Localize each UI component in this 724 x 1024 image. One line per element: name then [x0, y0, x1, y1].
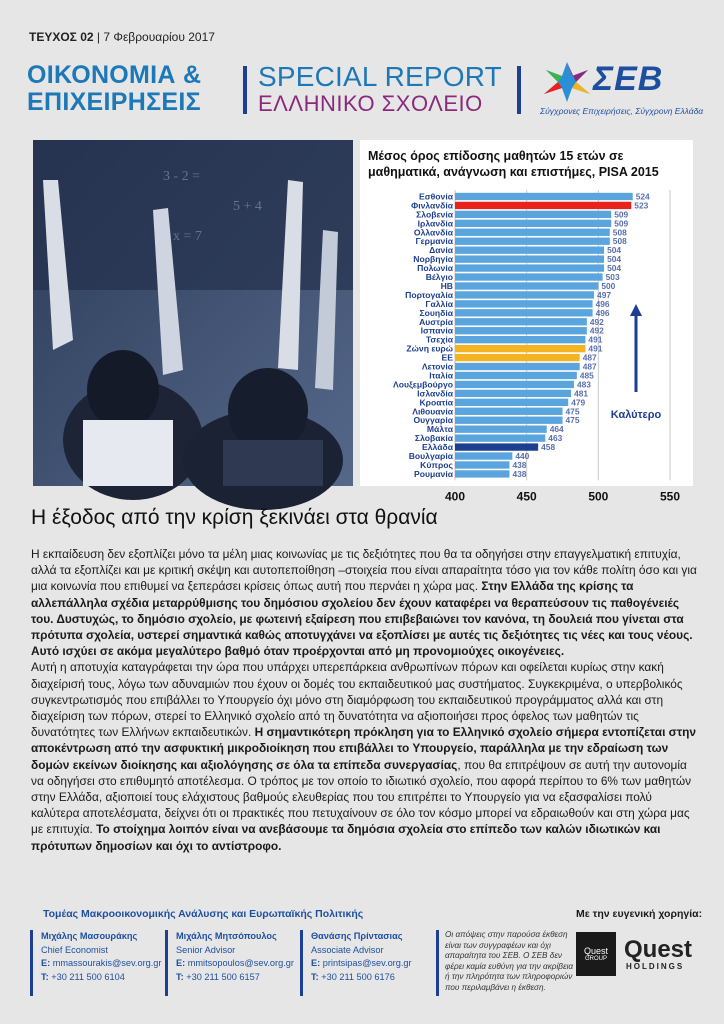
- email-key: E:: [311, 958, 321, 968]
- data-label: 483: [576, 379, 591, 390]
- chart-title: Μέσος όρος επίδοσης μαθητών 15 ετών σε μαθηματικά, ανάγνωση και επιστήμες, PISA 2015: [368, 149, 659, 179]
- category-label: Λουξεμβούργο: [393, 379, 453, 390]
- bar: [455, 372, 577, 379]
- tick-label: 500: [588, 489, 609, 504]
- sev-logo: [540, 58, 704, 122]
- tel-key: T:: [41, 971, 49, 982]
- quest-logo: [576, 930, 694, 978]
- quest-group-box: [576, 932, 616, 976]
- bar: [455, 363, 580, 370]
- category-label: Ζώνη ευρώ: [406, 343, 453, 354]
- paragraph-2-text: Αυτή η αποτυχία καταγράφεται την ώρα που υπάρχει υπερεπάρκεια ανθρωπίνων πόρων και οφείλεται κυρίως στην κακή διαχείρισή τους, λόγω των αδυναμιών που έχουν οι δομές του εκπαιδευτικού μας συστήματος. Συγκεκριμένα, ο υπερβολικός συγκεντρωτισμός που επιβάλλει το Υπουργείο όχι μόνο στη διαμόρφωση του εκπαιδευτικού προγράμματος αλλά και στη διαχείριση των πόρων, στερεί το Ελληνικό σχολείο από τη δυνατότητα να αξιοποιήσει προς όφελος των μαθητών τις δυνατότητες των Ελλήνων εκπαιδευτικών.: [31, 660, 683, 740]
- data-label: 487: [582, 352, 597, 363]
- sev-logo-word: ΣΕΒ: [593, 60, 664, 98]
- disclaimer: Οι απόψεις στην παρούσα έκθεση είναι των συγγραφέων και όχι απαραίτητα του ΣΕΒ. Ο ΣΕΒ δεν φέρει καμία ευθύνη για την ακρίβεια ή την πληρότητα των πληροφοριών που περιλαμβάνει η έκθεση.: [436, 930, 575, 996]
- category-label: Αυστρία: [419, 316, 453, 327]
- paragraph-2-bold-2: Το στοίχημα λοιπόν είναι να ανεβάσουμε τα δημόσια σχολεία στο επίπεδο των καλών ιδιωτικών και πρότυπων δημοσίων και όχι το αντίστροφο.: [31, 822, 661, 853]
- email-key: E:: [176, 958, 186, 968]
- quest-box-sub: GROUP: [584, 956, 607, 962]
- category-label: Ισπανία: [420, 325, 453, 336]
- data-label: 496: [595, 307, 610, 318]
- svg-text:x = 7: x = 7: [173, 229, 202, 244]
- contact-phone: +30 211 500 6157: [186, 971, 260, 982]
- category-label: ΕΕ: [441, 352, 453, 363]
- data-label: 440: [515, 451, 530, 461]
- data-label: 438: [512, 459, 527, 470]
- tel-key: T:: [176, 971, 184, 982]
- contact-role: Senior Advisor: [176, 944, 236, 955]
- bar: [455, 255, 604, 262]
- bar: [455, 461, 509, 468]
- bar: [455, 470, 509, 477]
- svg-text:5 + 4: 5 + 4: [233, 199, 262, 214]
- bar: [455, 336, 585, 343]
- data-label: 475: [565, 406, 580, 417]
- data-label: 504: [607, 263, 622, 274]
- category-label: Δανία: [429, 245, 453, 256]
- paragraph-2: [31, 659, 699, 853]
- category-label: ΗΒ: [440, 280, 453, 291]
- tick-label: 550: [659, 489, 681, 504]
- section-title: [27, 62, 201, 116]
- data-label: 479: [571, 397, 586, 408]
- category-label: Γαλλία: [425, 298, 453, 309]
- better-arrow-head: [630, 304, 642, 316]
- data-label: 523: [634, 200, 649, 211]
- category-label: Μάλτα: [426, 424, 453, 435]
- classroom-photo: [33, 140, 353, 486]
- category-label: Σλοβακία: [414, 433, 453, 444]
- masthead-divider: [243, 66, 247, 114]
- bar: [455, 211, 611, 218]
- data-label: 492: [589, 316, 604, 327]
- data-label: 508: [612, 236, 627, 247]
- issue-line: [29, 30, 215, 44]
- data-label: 475: [565, 415, 580, 426]
- category-label: Ιταλία: [429, 370, 453, 381]
- data-label: 464: [549, 424, 564, 435]
- category-label: Ελλάδα: [422, 442, 453, 453]
- paragraph-1-bold: Στην Ελλάδα της κρίσης τα αλλεπάλληλα σχέδια μεταρρύθμισης του δημόσιου σχολείου δεν έχουν καταφέρει να θεραπεύσουν τις παθογένειές του. Δυστυχώς, το δημόσιο σχολείο, με φωτεινή εξαίρεση που επιβεβαιώνει τον κανόνα, τη δουλειά που γίνεται στα πρότυπα σχολεία, υστερεί σημαντικά καθώς αποτυγχάνει να εξοπλίσει με αυτές τις δεξιότητες τις νέες και τους νέους. Αυτό ισχύει σε ακόμα μεγαλύτερο βαθμό όταν προέρχονται από μη προνομιούχες οικογένειες.: [31, 579, 693, 659]
- headline: Η έξοδος από την κρίση ξεκινάει στα θρανία: [31, 506, 438, 529]
- contact-email[interactable]: mmitsopoulos@sev.org.gr: [187, 958, 294, 968]
- data-label: 508: [612, 227, 627, 238]
- bar: [455, 291, 594, 298]
- footer-title: Τομέας Μακροοικονομικής Ανάλυσης και Ευρωπαϊκής Πολιτικής: [43, 908, 364, 920]
- contact-phone: +30 211 500 6104: [51, 971, 125, 982]
- data-label: 481: [574, 388, 589, 399]
- bar: [455, 318, 587, 325]
- category-label: Πολωνία: [417, 263, 453, 274]
- category-label: Εσθονία: [419, 191, 453, 202]
- bar: [455, 193, 633, 200]
- tel-key: T:: [311, 971, 319, 982]
- data-label: 504: [607, 254, 622, 265]
- paragraph-1: [31, 546, 699, 659]
- category-label: Ολλανδία: [413, 227, 453, 238]
- bar: [455, 426, 547, 433]
- bar: [455, 327, 587, 334]
- category-label: Ουγγαρία: [413, 415, 453, 426]
- data-label: 487: [582, 361, 597, 372]
- sev-star-icon: [540, 58, 594, 104]
- contact-card: [30, 930, 166, 996]
- data-label: 504: [607, 245, 622, 256]
- bar: [455, 443, 538, 450]
- data-label: 491: [588, 334, 603, 345]
- data-label: 463: [548, 433, 563, 444]
- category-label: Σουηδία: [419, 307, 453, 318]
- bar: [455, 354, 580, 361]
- category-label: Σλοβενία: [416, 209, 453, 220]
- contact-name: Μιχάλης Μητσόπουλος: [176, 931, 277, 941]
- category-label: Ισλανδία: [417, 388, 453, 399]
- category-label: Λετονία: [421, 361, 453, 372]
- bar: [455, 264, 604, 271]
- data-label: 500: [601, 280, 616, 291]
- report-title: [258, 62, 502, 116]
- report-subtitle: ΕΛΛΗΝΙΚΟ ΣΧΟΛΕΙΟ: [258, 91, 483, 116]
- data-label: 485: [579, 370, 594, 381]
- category-label: Γερμανία: [415, 236, 453, 247]
- category-label: Ρουμανία: [414, 468, 453, 479]
- pisa-chart: [360, 140, 693, 504]
- section-title-line2: ΕΠΙΧΕΙΡΗΣΕΙΣ: [27, 88, 201, 116]
- tick-label: 400: [444, 489, 466, 504]
- contact-email[interactable]: mmassourakis@sev.org.gr: [52, 958, 162, 968]
- bar: [455, 282, 598, 289]
- bar: [455, 238, 610, 245]
- category-label: Πορτογαλία: [405, 289, 453, 300]
- bar: [455, 381, 574, 388]
- paragraph-1-text: Η εκπαίδευση δεν εξοπλίζει μόνο τα μέλη μιας κοινωνίας με τις δεξιότητες που θα τα οδηγήσει στην επαγγελματική επιτυχία, αλλά τα εξοπλίζει και με κριτική σκέψη και αυτοπεποίθηση –στοιχεία που είναι απαραίτητα τόσο για τον κάθε πολίτη όσο και για μια κοινωνία που επιθυμεί να ξεπεράσει κρίσεις όπως αυτή που περνάει η χώρα μας.: [31, 547, 697, 594]
- issue-date: 7 Φεβρουαρίου 2017: [103, 30, 215, 44]
- contact-card: [165, 930, 301, 996]
- bar: [455, 399, 568, 406]
- contact-phone: +30 211 500 6176: [321, 971, 395, 982]
- category-label: Κύπρος: [420, 459, 453, 470]
- data-label: 492: [589, 325, 604, 336]
- contact-card: [300, 930, 436, 996]
- bar: [455, 300, 593, 307]
- better-annotation: Καλύτερο: [610, 409, 662, 421]
- section-title-line1: ΟΙΚΟΝΟΜΙΑ &: [27, 61, 202, 89]
- tick-label: 450: [516, 489, 537, 504]
- bar: [455, 220, 611, 227]
- data-label: 438: [512, 468, 527, 479]
- svg-text:3 - 2 =: 3 - 2 =: [163, 169, 201, 184]
- category-label: Νορβηγία: [413, 254, 453, 265]
- bar: [455, 408, 563, 415]
- issue-separator: |: [93, 30, 104, 44]
- bar: [455, 345, 585, 352]
- special-report-label: SPECIAL REPORT: [258, 61, 502, 92]
- category-label: Τσεχία: [425, 334, 453, 345]
- bar: [455, 202, 631, 209]
- contact-role: Associate Advisor: [311, 944, 384, 955]
- category-label: Βουλγαρία: [408, 451, 453, 461]
- quest-holdings: HOLDINGS: [626, 962, 685, 971]
- data-label: 497: [597, 289, 612, 300]
- data-label: 524: [635, 191, 650, 202]
- contact-email[interactable]: printsipas@sev.org.gr: [322, 958, 412, 968]
- data-label: 458: [541, 442, 556, 453]
- data-label: 496: [595, 298, 610, 309]
- bar: [455, 417, 563, 424]
- email-key: E:: [41, 958, 51, 968]
- category-label: Ιρλανδία: [417, 218, 453, 229]
- contact-name: Μιχάλης Μασουράκης: [41, 931, 138, 941]
- category-label: Φινλανδία: [411, 200, 453, 211]
- category-label: Λιθουανία: [412, 406, 453, 417]
- data-label: 503: [605, 272, 620, 282]
- data-label: 491: [588, 343, 603, 354]
- quest-box-text: Quest: [583, 946, 608, 956]
- issue-label: ΤΕΥΧΟΣ 02: [29, 30, 94, 44]
- bar: [455, 247, 604, 254]
- bar: [455, 452, 512, 459]
- paragraph-2-text-2: , που θα επιτρέψουν σε αυτή την αυτονομία να οδηγήσει στο επιθυμητό αποτέλεσμα. Ο τρόπος με τον οποίο το ιδιωτικό σχολείο, που αφορά περίπου το 6% των μαθητών στην Ελλάδα, αξιοποιεί τους ελάχιστους βαθμούς ελευθερίας που του επιτρέπει το Υπουργείο για να εξασφαλίσει πολύ καλύτερα αποτελέσματα, δείχνει ότι οι πρακτικές που πετυχαίνουν σε όλο τον κόσμο μπορεί να εδραιωθούν και στη χώρα μας με επιτυχία.: [31, 757, 692, 837]
- paragraph-2-bold: Η σημαντικότερη πρόκληση για το Ελληνικό σχολείο σήμερα εντοπίζεται στην αποκέντρωση από την ασφυκτική μικροδιοίκηση που επιβάλλει το Υπουργείο, παράλληλα με την εδραίωση των δομών εκείνων διοίκησης και αξιολόγησης σε όλα τα επίπεδα συνεργασίας: [31, 725, 696, 772]
- bar: [455, 229, 610, 236]
- chart-svg: [360, 140, 693, 504]
- quest-name: Quest: [624, 936, 693, 963]
- bar: [455, 309, 593, 316]
- bar: [455, 273, 603, 280]
- sponsor-label: Με την ευγενική χορηγία:: [576, 908, 703, 920]
- contact-role: Chief Economist: [41, 944, 108, 955]
- bar: [455, 434, 545, 441]
- sev-tagline: Σύγχρονες Επιχειρήσεις, Σύγχρονη Ελλάδα: [540, 106, 704, 116]
- category-label: Κροατία: [419, 397, 453, 408]
- contact-name: Θανάσης Πρίντασιας: [311, 931, 403, 941]
- masthead-divider: [517, 66, 521, 114]
- bar: [455, 390, 571, 397]
- data-label: 509: [614, 209, 629, 220]
- category-label: Βέλγιο: [425, 272, 453, 282]
- data-label: 509: [614, 218, 629, 229]
- article-body: [31, 546, 699, 854]
